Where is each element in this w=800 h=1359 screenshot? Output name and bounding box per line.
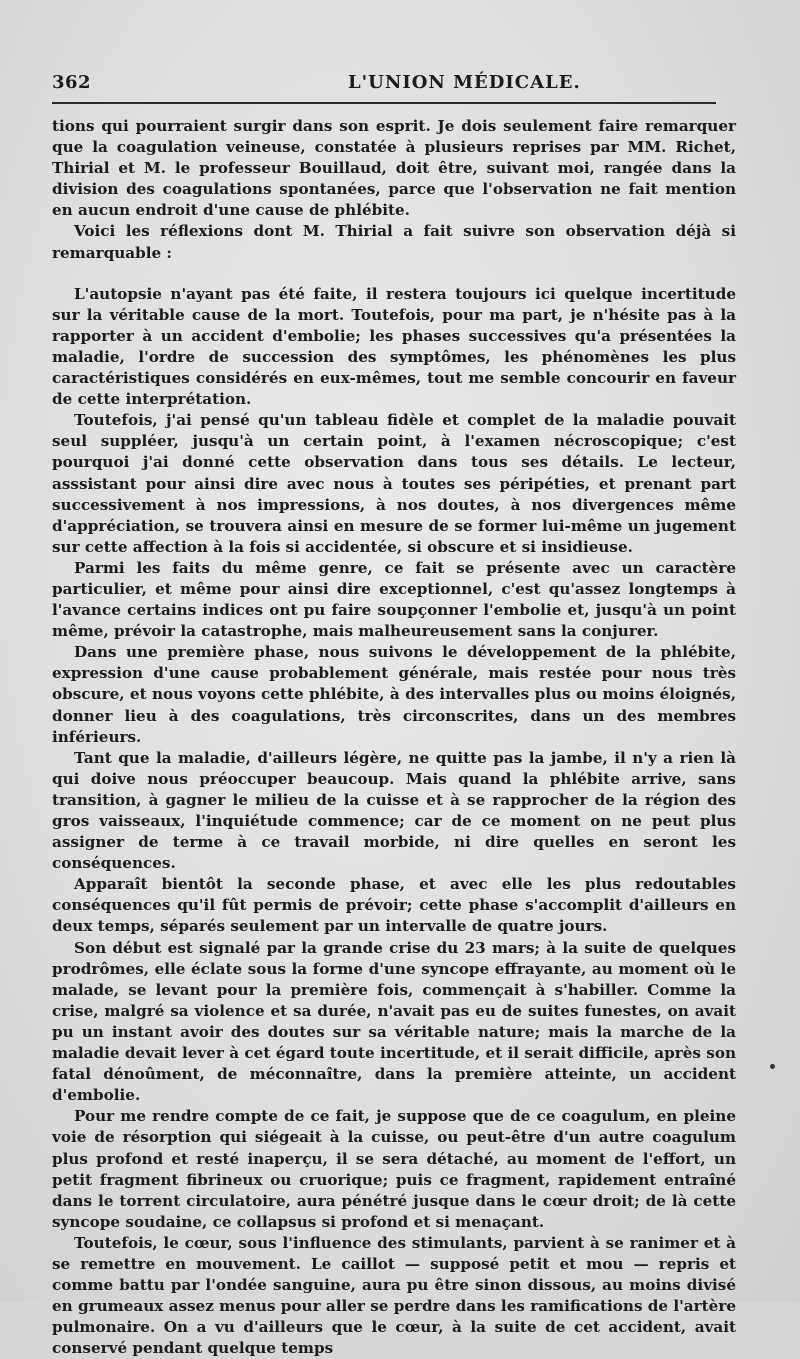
- page-number: 362: [52, 72, 92, 93]
- margin-mark: [770, 1064, 775, 1069]
- paragraph: Voici les réflexions dont M. Thirial a fait suivre son observation déjà si remarquable :: [52, 222, 736, 262]
- running-head: L'UNION MÉDICALE.: [348, 72, 581, 93]
- paragraph: Parmi les faits du même genre, ce fait se présente avec un caractère particulier, et même pour ainsi dire exceptionnel, c'est qu'assez longtemps à l'avance certains indices ont pu faire soupçonner l'embolie et, jusqu'à un point même, prévoir la catastrophe, mais malheureusement sans la conjurer.: [52, 558, 736, 641]
- paragraph: Pour me rendre compte de ce fait, je suppose que de ce coagulum, en pleine voie de résorption qui siégeait à la cuisse, ou peut-être d'un autre coagulum plus profond et resté inaperçu, il se sera détaché, au moment de l'effort, un petit fragment fibrineux ou cruorique; puis ce fragment, rapidement entraîné dans le torrent circulatoire, aura pénétré jusque dans le cœur droit; de là cette syncope soudaine, ce collapsus si profond et si menaçant.: [52, 1107, 736, 1231]
- paragraph: Tant que la maladie, d'ailleurs légère, ne quitte pas la jambe, il n'y a rien là qui doive nous préoccuper beaucoup. Mais quand la phlébite arrive, sans transition, à gagner le milieu de la cuisse et à se rapprocher de la région des gros vaisseaux, l'inquiétude commence; car de ce moment on ne peut plus assigner de terme à ce travail morbide, ni dire quelles en seront les conséquences.: [52, 748, 736, 873]
- paragraph: Toutefois, j'ai pensé qu'un tableau fidèle et complet de la maladie pouvait seul suppléer, jusqu'à un certain point, à l'examen nécroscopique; c'est pourquoi j'ai donné cette observation dans tous ses détails. Le lecteur, asssistant pour ainsi dire avec nous à toutes ses péripéties, et prenant part successivement à nos impressions, à nos doutes, à nos divergences même d'appréciation, se trouvera ainsi en mesure de se former lui-même un jugement sur cette affection à la fois si accidentée, si obscure et si insidieuse.: [52, 411, 736, 556]
- quoted-paragraph: L'autopsie n'ayant pas été faite, il restera toujours ici quelque incertitude sur la véritable cause de la mort. Toutefois, pour ma part, je n'hésite pas à la rapporter à un accident d'embolie; les phases successives qu'a présentées la maladie, l'ordre de succession des symptômes, les phénomènes les plus caractéristiques considérés en eux-mêmes, tout me semble concourir en faveur de cette interprétation.: [52, 284, 736, 409]
- page-header: [52, 72, 728, 96]
- article-body: [52, 116, 736, 1359]
- paragraph: tions qui pourraient surgir dans son esprit. Je dois seulement faire remarquer que la coagulation veineuse, constatée à plusieurs reprises par MM. Richet, Thirial et M. le professeur Bouillaud, doit être, suivant moi, rangée dans la division des coagulations spontanées, parce que l'observation ne fait mention en aucun endroit d'une cause de phlébite.: [52, 117, 736, 220]
- paragraph: Toutefois, le cœur, sous l'influence des stimulants, parvient à se ranimer et à se remettre en mouvement. Le caillot — supposé petit et mou — repris et comme battu par l'ondée sanguine, aura pu être sinon dissous, au moins divisé en grumeaux assez menus pour aller se perdre dans les ramifications de l'artère pulmonaire. On a vu d'ailleurs que le cœur, à la suite de cet accident, avait conservé pendant quelque temps: [52, 1233, 736, 1358]
- paragraph: Son début est signalé par la grande crise du 23 mars; à la suite de quelques prodrômes, elle éclate sous la forme d'une syncope effrayante, au moment où le malade, se levant pour la première fois, commençait à s'habiller. Comme la crise, malgré sa violence et sa durée, n'avait pas eu de suites funestes, on avait pu un instant avoir des doutes sur sa véritable nature; mais la marche de la maladie devait lever à cet égard toute incertitude, et il serait difficile, après son fatal dénoûment, de méconnaître, dans la première atteinte, un accident d'embolie.: [52, 938, 736, 1105]
- paragraph: Dans une première phase, nous suivons le développement de la phlébite, expression d'une cause probablement générale, mais restée pour nous très obscure, et nous voyons cette phlébite, à des intervalles plus ou moins éloignés, donner lieu à des coagulations, très circonscrites, dans un des membres inférieurs.: [52, 643, 736, 746]
- paragraph: Apparaît bientôt la seconde phase, et avec elle les plus redoutables conséquences qu'il fût permis de prévoir; cette phase s'accomplit d'ailleurs en deux temps, séparés seulement par un intervalle de quatre jours.: [52, 875, 736, 936]
- header-rule: [52, 102, 716, 104]
